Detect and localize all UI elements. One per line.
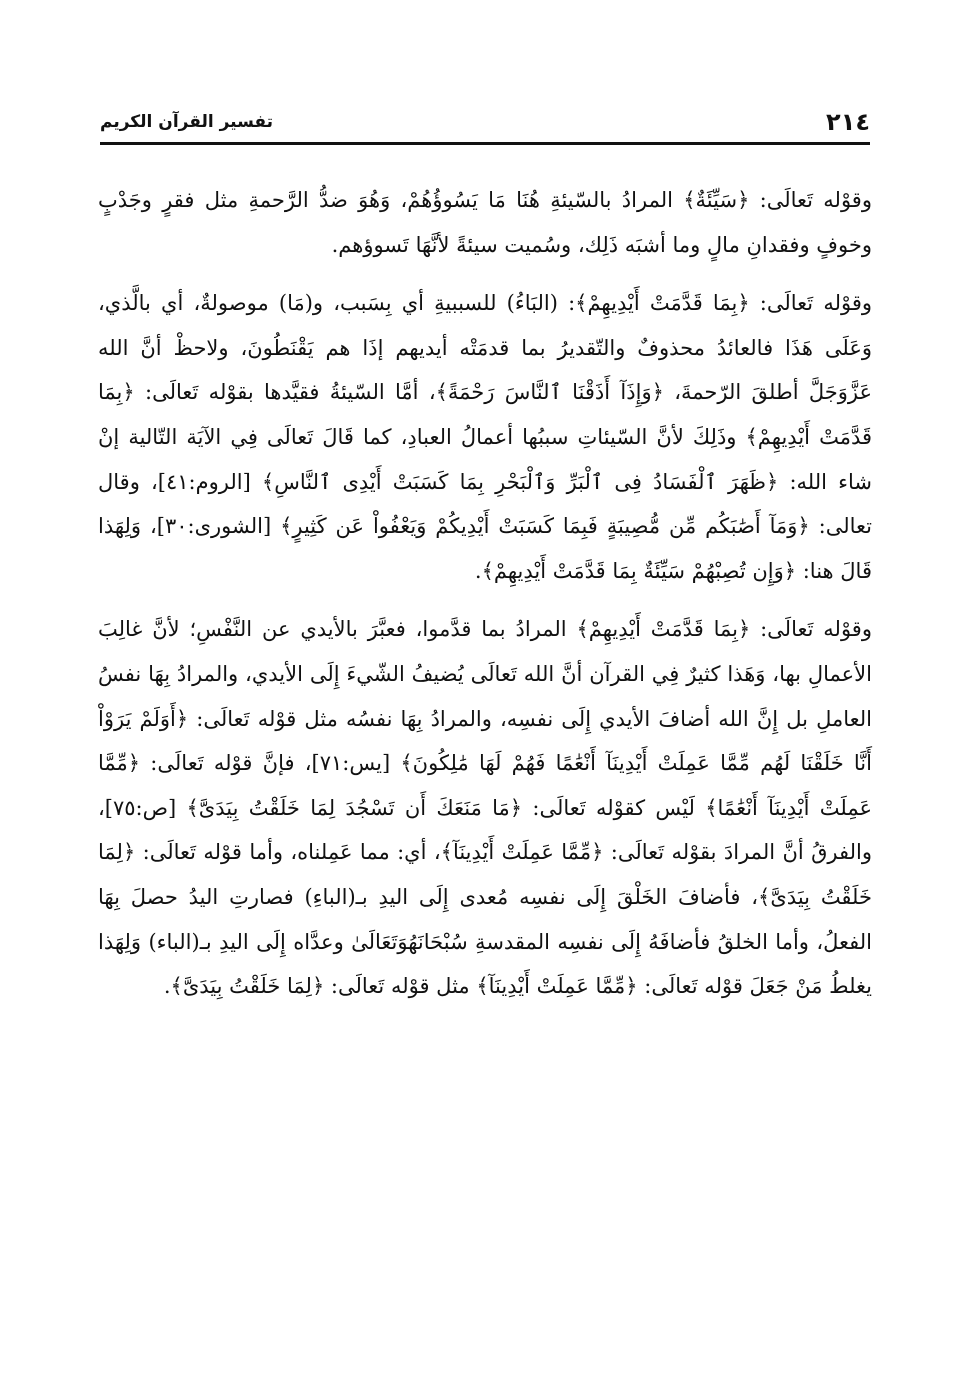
paragraph-bima-qaddamat-hands: وقوْله تَعالَى: ﴿بِمَا قَدَّمَتْ أَيْدِيهِمْ﴾ المرادُ بما قدَّموا، فعبَّرَ بالأيدي عن النَّفْسِ؛ لأنَّ غالِبَ الأعمالِ بها، وَهَذا كثيرٌ فِي القرآن أنَّ الله تَعالَى يُضيفُ الشّيءَ إِلَى الأيدي، والمرادُ بِهَا نفسُ العاملِ بل إِنَّ الله أضافَ الأيدي إِلَى نفسِه، والمرادُ بِهَا نفسُه مثل قوْله تَعالَى: ﴿أَوَلَمْ يَرَوْاْ أَنَّا خَلَقْنَا لَهُم مِّمَّا عَمِلَتْ أَيْدِينَآ أَنْعَٰمًا فَهُمْ لَهَا مَٰلِكُونَ﴾ [يس:٧١]، فإنَّ قوْله تَعالَى: ﴿مِّمَّا عَمِلَتْ أَيْدِينَآ أَنْعَٰمًا﴾ لَيْس كقوْله تَعالَى: ﴿مَا مَنَعَكَ أَن تَسْجُدَ لِمَا خَلَقْتُ بِيَدَىَّ﴾ [ص:٧٥]، والفرقُ أنَّ المرادَ بقوْله تَعالَى: ﴿مِّمَّا عَمِلَتْ أَيْدِينَآ﴾، أي: مما عَمِلناه، وأما قوْله تَعالَى: ﴿لِمَا خَلَقْتُ بِيَدَىَّ﴾، فأضافَ الخَلْقَ إِلَى نفسِه مُعدى إِلَى اليدِ بـ(الباءِ) فصارتِ اليدُ حصلَ بِهَا الفعلُ، وأما الخلقُ فأضافَهُ إِلَى نفسِه المقدسةِ سُبْحَانَهُوَتَعَالَىٰ وعدَّاه إِلَى اليدِ بـ(الباء) وَلِهَذا يغلطُ مَنْ جَعَلَ قوْله تَعالَى: ﴿مِّمَّا عَمِلَتْ أَيْدِينَآ﴾ مثل قوْله تَعالَى: ﴿لِمَا خَلَقْتُ بِيَدَىَّ﴾. — [98, 617, 872, 999]
page-body — [98, 178, 872, 1023]
page-header — [100, 106, 870, 145]
paragraph-bima-qaddamat-causation: وقوْله تَعالَى: ﴿بِمَا قَدَّمَتْ أَيْدِيهِمْ﴾: (البَاءُ) للسببيةِ أي بِسَبب، و(مَا) موصولةٌ، أي بالَّذي، وَعَلَى هَذَا فالعائدُ محذوفٌ والتّقديرُ بما قدمَتْه أيديهم إذَا هم يَقْنَطُونَ، ولاحظْ أنَّ الله عَزَّوَجَلَّ أطلقَ الرّحمةَ، ﴿وَإِذَآ أَذَقْنَا ٱلنَّاسَ رَحْمَةً﴾، أمَّا السّيئةُ فقيَّدها بقوْله تَعالَى: ﴿بِمَا قَدَّمَتْ أَيْدِيهِمْ﴾ وذَلِكَ لأنَّ السّيئاتِ سببُها أعمالُ العبادِ، كما قَالَ تَعالَى فِي الآيَة التّالية إنْ شاء الله: ﴿ظَهَرَ ٱلْفَسَادُ فِى ٱلْبَرِّ وَٱلْبَحْرِ بِمَا كَسَبَتْ أَيْدِى ٱلنَّاسِ﴾ [الروم:٤١]، وقال تعالى: ﴿وَمَآ أَصَٰبَكُم مِّن مُّصِيبَةٍ فَبِمَا كَسَبَتْ أَيْدِيكُمْ وَيَعْفُواْ عَن كَثِيرٍ﴾ [الشورى:٣٠]، وَلِهَذا قَالَ هنا: ﴿وَإِن تُصِبْهُمْ سَيِّئَةٌ بِمَا قَدَّمَتْ أَيْدِيهِمْ﴾. — [98, 291, 872, 583]
book-title: تفسير القرآن الكريم — [100, 112, 274, 132]
page-number: ٢١٤ — [826, 108, 870, 136]
paragraph-sayyiah: وقوْله تَعالَى: ﴿سَيِّئَةٌ﴾ المرادُ بالسّيئةِ هُنَا مَا يَسُوؤُهُمْ، وَهُوَ ضدُّ الرَّحمةِ مثل فقرٍ وجَدْبٍ وخوفٍ وفقدانِ مالٍ وما أشبَه ذَلِك، وسُميت سيئةً لأنَّهَا تَسوؤهم. — [98, 188, 872, 257]
